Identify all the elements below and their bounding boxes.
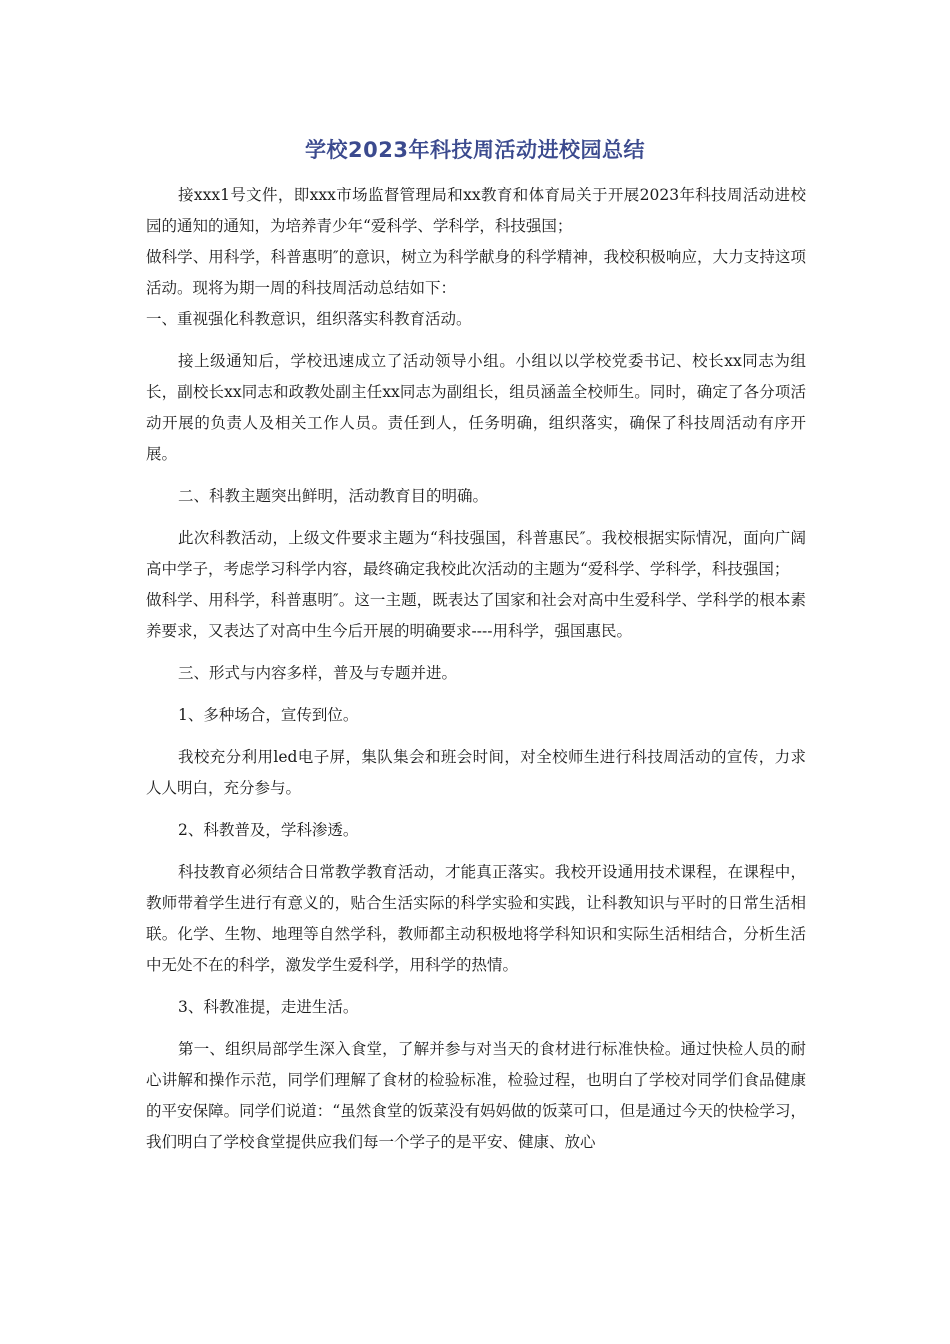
paragraph: 三、形式与内容多样，普及与专题并进。 xyxy=(178,664,458,682)
document-body xyxy=(146,180,806,1158)
paragraph: 第一、组织局部学生深入食堂，了解并参与对当天的食材进行标准快检。通过快检人员的耐心讲解和操作示范，同学们理解了食材的检验标准，检验过程，也明白了学校对同学们食品健康的平安保障。同学们说道：“虽然食堂的饭菜没有妈妈做的饭菜可口，但是通过今天的快检学习，我们明白了学校食堂提供应我们每一个学子的是平安、健康、放心 xyxy=(146,1040,806,1151)
paragraph: 做科学、用科学，科普惠明″。这一主题，既表达了国家和社会对高中生爱科学、学科学的根本素养要求，又表达了对高中生今后开展的明确要求----用科学，强国惠民。 xyxy=(146,591,806,640)
document-title: 学校2023年科技周活动进校园总结 xyxy=(305,138,645,162)
paragraph: 3、科教准提，走进生活。 xyxy=(178,998,359,1016)
paragraph: 二、科教主题突出鲜明，活动教育目的明确。 xyxy=(178,487,489,505)
paragraph: 接上级通知后，学校迅速成立了活动领导小组。小组以以学校党委书记、校长xx同志为组长，副校长xx同志和政教处副主任xx同志为副组长，组员涵盖全校师生。同时，确定了各分项活动开展的负责人及相关工作人员。责任到人，任务明确，组织落实，确保了科技周活动有序开展。 xyxy=(146,352,806,463)
paragraph: 此次科教活动，上级文件要求主题为“科技强国，科普惠民″。我校根据实际情况，面向广阔高中学子，考虑学习科学内容，最终确定我校此次活动的主题为“爱科学、学科学，科技强国； xyxy=(146,529,806,578)
paragraph: 接xxx1号文件，即xxx市场监督管理局和xx教育和体育局关于开展2023年科技周活动进校园的通知的通知，为培养青少年“爱科学、学科学，科技强国； xyxy=(146,186,806,235)
paragraph: 2、科教普及，学科渗透。 xyxy=(178,821,359,839)
paragraph: 我校充分利用led电子屏，集队集会和班会时间，对全校师生进行科技周活动的宣传，力求人人明白，充分参与。 xyxy=(146,748,806,797)
paragraph: 做科学、用科学，科普惠明″的意识，树立为科学献身的科学精神，我校积极响应，大力支持这项活动。现将为期一周的科技周活动总结如下： xyxy=(146,248,806,297)
paragraph: 1、多种场合，宣传到位。 xyxy=(178,706,359,724)
paragraph: 一、重视强化科教意识，组织落实科教育活动。 xyxy=(146,310,472,328)
paragraph: 科技教育必须结合日常教学教育活动，才能真正落实。我校开设通用技术课程，在课程中，教师带着学生进行有意义的，贴合生活实际的科学实验和实践，让科教知识与平时的日常生活相联。化学、生物、地理等自然学科，教师都主动积极地将学科知识和实际生活相结合，分析生活中无处不在的科学，激发学生爱科学，用科学的热情。 xyxy=(146,863,806,974)
